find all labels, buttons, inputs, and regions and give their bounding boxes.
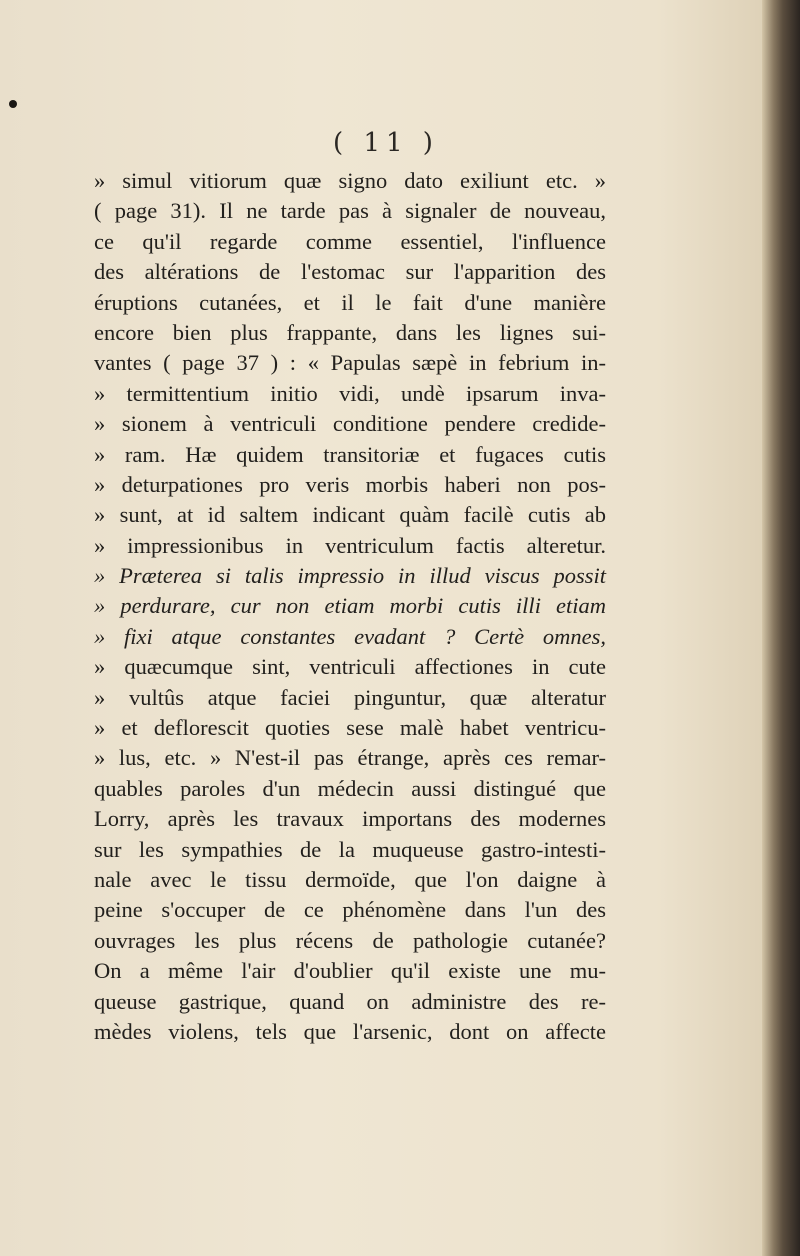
text-line: mèdes violens, tels que l'arsenic, dont on affecte — [94, 1018, 606, 1044]
text-line: » et deflorescit quoties sese malè habet ventricu- — [94, 715, 606, 741]
text-line: quables paroles d'un médecin aussi distingué que — [94, 775, 606, 801]
text-line: Lorry, après les travaux importans des modernes — [94, 806, 606, 832]
text-line: » deturpationes pro veris morbis haberi non pos- — [94, 471, 606, 497]
text-line: vantes ( page 37 ) : « Papulas sæpè in febrium in- — [94, 350, 606, 376]
text-line: » sionem à ventriculi conditione pendere credide- — [94, 411, 606, 437]
text-line: encore bien plus frappante, dans les lignes sui- — [94, 319, 606, 345]
page-number: ( 11 ) — [333, 128, 439, 158]
text-line: des altérations de l'estomac sur l'apparition des — [94, 259, 606, 285]
text-line: » perdurare, cur non etiam morbi cutis illi etiam — [94, 593, 606, 619]
text-line: » ram. Hæ quidem transitoriæ et fugaces cutis — [94, 441, 606, 467]
text-line: » simul vitiorum quæ signo dato exiliunt etc. » — [94, 168, 606, 193]
text-line: nale avec le tissu dermoïde, que l'on daigne à — [94, 866, 606, 892]
binding-mark — [9, 100, 17, 108]
text-line: » Præterea si talis impressio in illud viscus possit — [94, 563, 606, 589]
text-line: queuse gastrique, quand on administre des re- — [94, 988, 606, 1014]
text-line: éruptions cutanées, et il le fait d'une manière — [94, 289, 606, 315]
page-edge — [762, 0, 800, 1256]
text-line: ( page 31). Il ne tarde pas à signaler de nouveau, — [94, 198, 606, 224]
text-line: On a même l'air d'oublier qu'il existe une mu- — [94, 958, 606, 984]
text-line: peine s'occuper de ce phénomène dans l'un des — [94, 897, 606, 923]
text-line: sur les sympathies de la muqueuse gastro-intesti- — [94, 836, 606, 862]
text-line: » fixi atque constantes evadant ? Certè omnes, — [94, 623, 606, 649]
body-text — [94, 166, 606, 1047]
text-line: » termittentium initio vidi, undè ipsarum inva- — [94, 380, 606, 406]
text-line: » quæcumque sint, ventriculi affectiones in cute — [94, 654, 606, 680]
text-line: ouvrages les plus récens de pathologie cutanée? — [94, 927, 606, 953]
text-line: ce qu'il regarde comme essentiel, l'influence — [94, 228, 606, 254]
text-line: » lus, etc. » N'est-il pas étrange, après ces remar- — [94, 745, 606, 771]
text-line: » sunt, at id saltem indicant quàm facilè cutis ab — [94, 502, 606, 528]
text-line: » vultûs atque faciei pinguntur, quæ alteratur — [94, 684, 606, 710]
text-line: » impressionibus in ventriculum factis alteretur. — [94, 532, 606, 558]
